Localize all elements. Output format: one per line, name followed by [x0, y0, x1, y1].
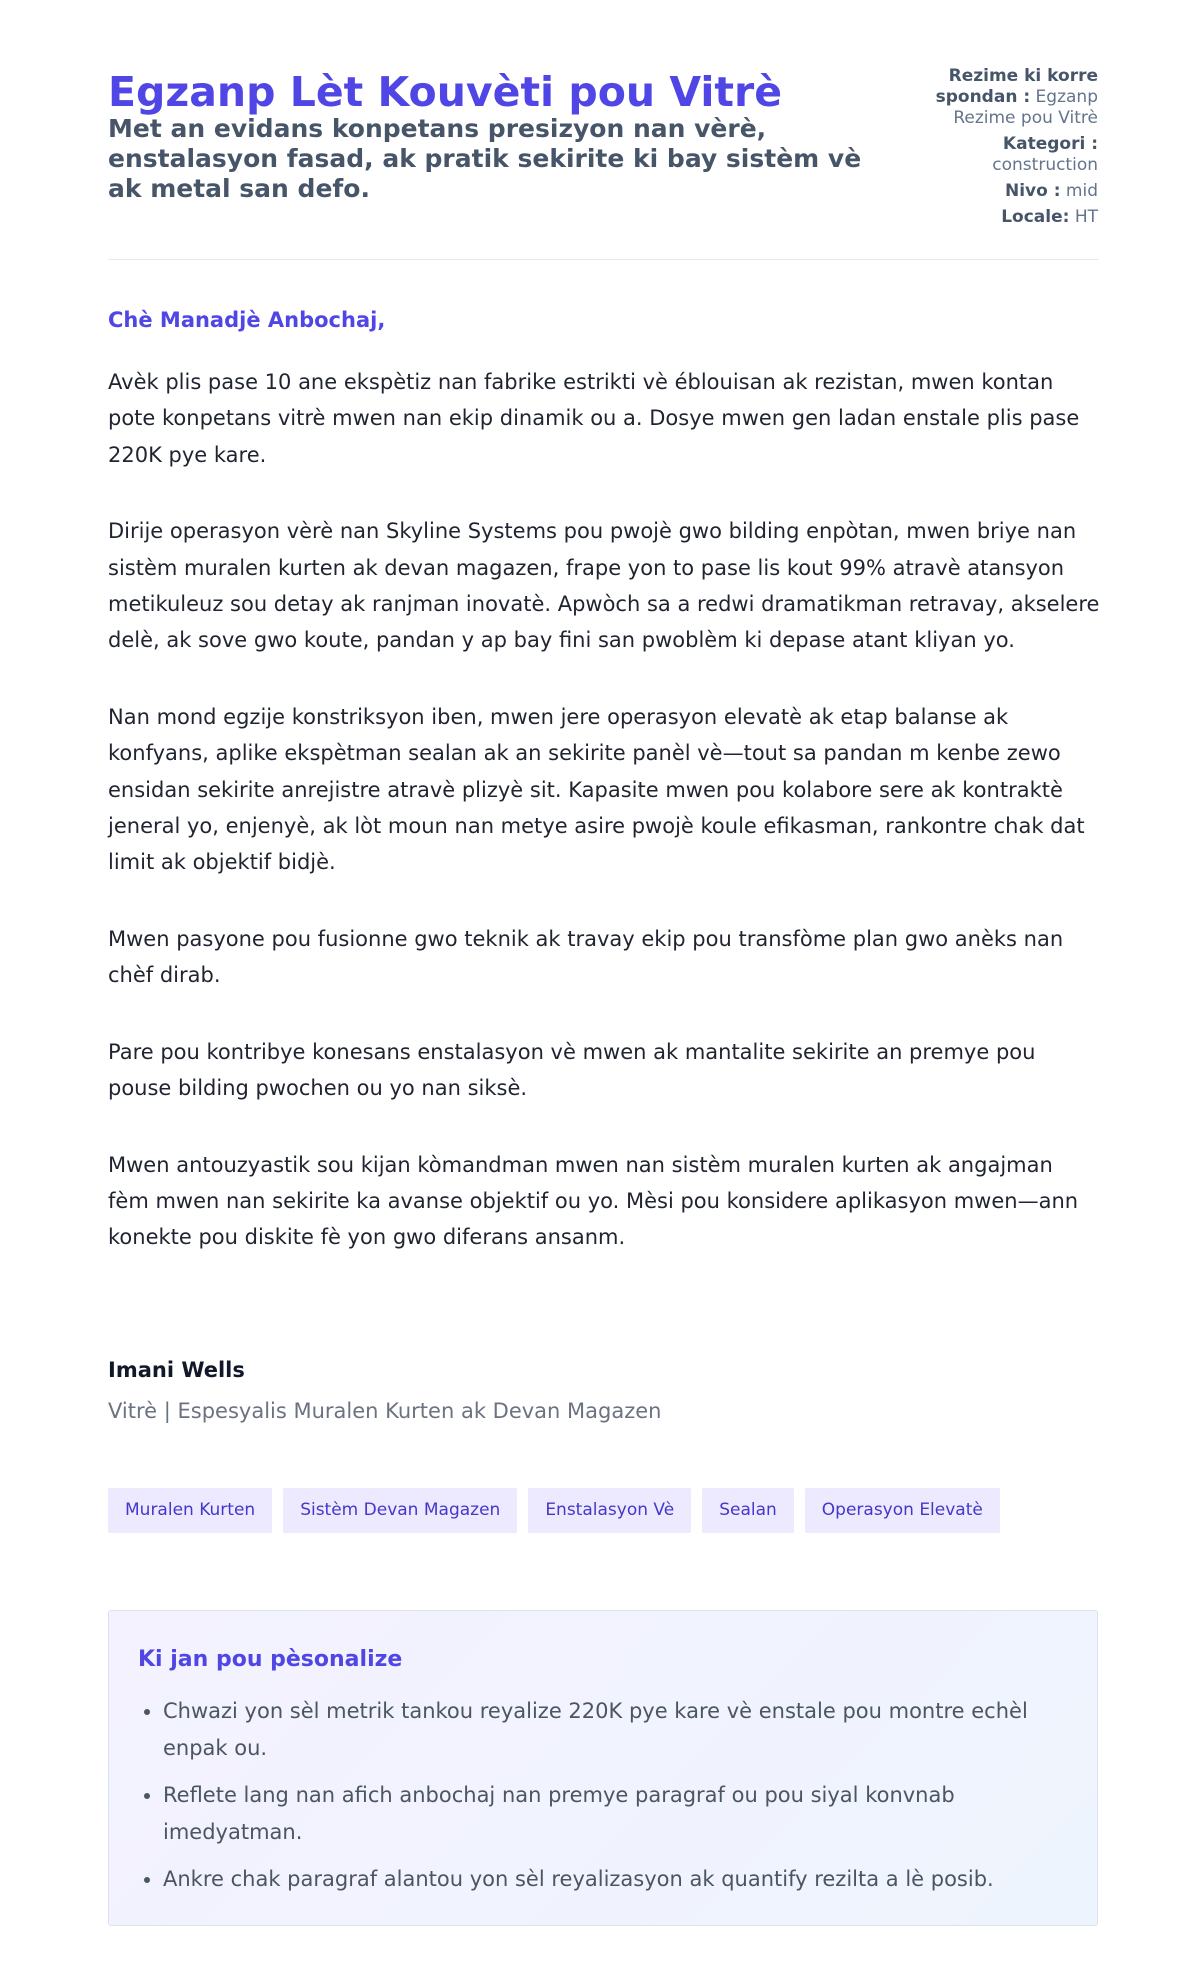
- header-divider: [108, 259, 1098, 260]
- skill-tags: [108, 1488, 1100, 1533]
- signature-name: Imani Wells: [108, 1358, 245, 1382]
- page-subtitle: Met an evidans konpetans presizyon nan vèrè, enstalasyon fasad, ak pratik sekirite ki bay sistèm vè ak metal san defo.: [108, 114, 862, 203]
- signature-title: Vitrè | Espesyalis Muralen Kurten ak Devan Magazen: [108, 1399, 662, 1423]
- letter-body: [108, 364, 1100, 1296]
- customization-tips: [108, 1610, 1098, 1926]
- meta-key: Nivo :: [1004, 181, 1061, 201]
- header: [108, 64, 1098, 260]
- meta-panel: [878, 66, 1098, 233]
- tip-item: • Chwazi yon sèl metrik tankou reyalize 220K pye kare vè enstale pou montre echèl enpak ou.: [163, 1693, 1083, 1767]
- skill-tag: Operasyon Elevatè: [805, 1488, 1000, 1533]
- letter-paragraph: Mwen pasyone pou fusionne gwo teknik ak travay ekip pou transfòme plan gwo anèks nan chèf dirab.: [108, 926, 1064, 988]
- skill-tag: Muralen Kurten: [108, 1488, 272, 1533]
- tips-list: [138, 1693, 1083, 1908]
- meta-key: Locale:: [1001, 207, 1070, 227]
- letter-paragraph: Avèk plis pase 10 ane ekspètiz nan fabrike estrikti vè éblouisan ak rezistan, mwen kontan pote konpetans vitrè mwen nan ekip dinamik ou a. Dosye mwen gen ladan enstale plis pase 220K pye kare.: [108, 370, 1080, 467]
- letter-paragraph: Mwen antouzyastik sou kijan kòmandman mwen nan sistèm muralen kurten ak angajman fèm mwen nan sekirite ka avanse objektif ou yo. Mèsi pou konsidere aplikasyon mwen—ann konekte pou diskite fè yon gwo diferans ansanm.: [108, 1152, 1079, 1250]
- tip-item: • Reflete lang nan afich anbochaj nan premye paragraf ou pou siyal konvnab imedyatman.: [163, 1777, 1083, 1851]
- tips-title: Ki jan pou pèsonalize: [138, 1647, 403, 1672]
- meta-value: construction: [992, 155, 1098, 175]
- meta-key: Rezime ki korre spondan :: [935, 66, 1098, 107]
- meta-level: [878, 181, 1098, 202]
- meta-category: [878, 134, 1098, 176]
- meta-value: mid: [1065, 181, 1098, 201]
- meta-matching-resume: [878, 66, 1098, 129]
- meta-key: Kategori :: [1002, 134, 1098, 154]
- letter-greeting: Chè Manadjè Anbochaj,: [108, 308, 386, 332]
- page-title: Egzanp Lèt Kouvèti pou Vitrè: [108, 68, 783, 116]
- meta-value: HT: [1074, 207, 1098, 227]
- skill-tag: Sealan: [702, 1488, 794, 1533]
- skill-tag: Sistèm Devan Magazen: [283, 1488, 517, 1533]
- meta-locale: [878, 207, 1098, 228]
- skill-tag: Enstalasyon Vè: [528, 1488, 691, 1533]
- letter-paragraph: Dirije operasyon vèrè nan Skyline Systems pou pwojè gwo bilding enpòtan, mwen briye nan sistèm muralen kurten ak devan magazen, frape yon to pase lis kout 99% atravè atansyon metikuleuz sou detay ak ranjman inovatè. Apwòch sa a redwi dramatikman retravay, akselere delè, ak sove gwo koute, pandan y ap bay fini san pwoblèm ki depase atant kliyan yo.: [108, 519, 1100, 653]
- letter-paragraph: Pare pou kontribye konesans enstalasyon vè mwen ak mantalite sekirite an premye pou pouse bilding pwochen ou yo nan siksè.: [108, 1039, 1036, 1101]
- meta-value[interactable]: Egzanp Rezime pou Vitrè: [953, 87, 1098, 128]
- letter-paragraph: Nan mond egzije konstriksyon iben, mwen jere operasyon elevatè ak etap balanse ak konfyans, aplike ekspètman sealan ak an sekirite panèl vè—tout sa pandan m kenbe zewo ensidan sekirite anrejistre atravè plizyè sit. Kapasite mwen pou kolabore sere ak kontraktè jeneral yo, enjenyè, ak lòt moun nan metye asire pwojè koule efikasman, rankontre chak dat limit ak objektif bidjè.: [108, 704, 1085, 875]
- tip-item: • Ankre chak paragraf alantou yon sèl reyalizasyon ak quantify rezilta a lè posib.: [163, 1861, 1083, 1898]
